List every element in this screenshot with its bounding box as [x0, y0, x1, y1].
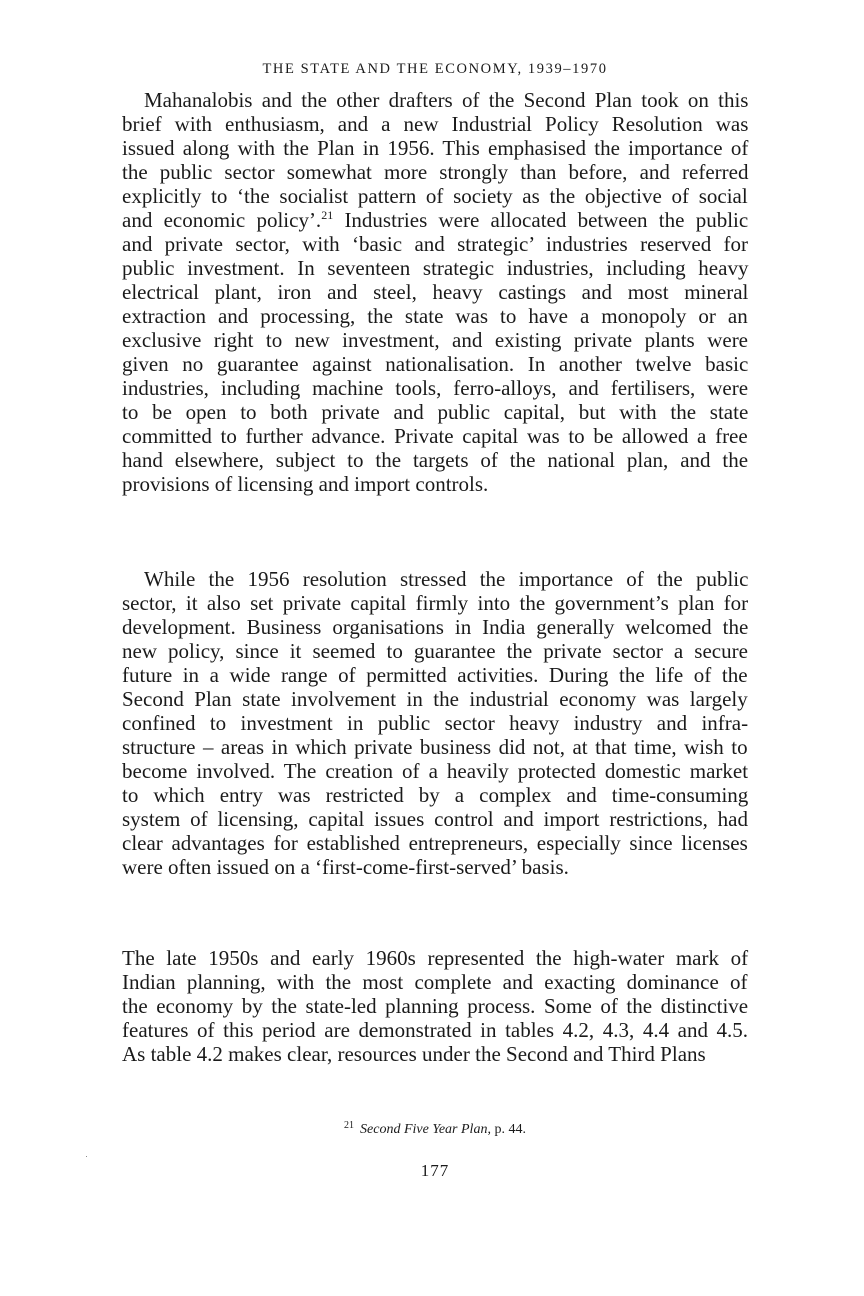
text-line-content: sector, it also set private capital firmly into the government’s plan for [122, 591, 749, 615]
running-head: THE STATE AND THE ECONOMY, 1939–1970 [262, 61, 608, 77]
footnote-reference[interactable]: 21 [321, 208, 334, 222]
text-line [122, 352, 748, 376]
text-line-content: Indian planning, with the most complete and exacting dominance of [122, 970, 748, 994]
paragraph-3 [122, 946, 748, 1066]
text-line-content: become involved. The creation of a heavily protected domestic market [122, 759, 749, 783]
text-line [122, 735, 748, 759]
text-line-content: and private sector, with ‘basic and strategic’ industries reserved for [122, 232, 749, 256]
text-line-content: clear advantages for established entrepreneurs, especially since licenses [122, 831, 748, 855]
text-line-content: the public sector somewhat more strongly than before, and referred [122, 160, 749, 184]
footnote-title: Second Five Year Plan [360, 1122, 488, 1137]
text-line [122, 184, 748, 208]
text-line [122, 280, 748, 304]
text-line-content: to which entry was restricted by a complex and time-consuming [122, 783, 749, 807]
scan-speck [86, 1156, 87, 1157]
text-line-content: given no guarantee against nationalisation. In another twelve basic [122, 352, 749, 376]
footnote-citation: , p. 44. [487, 1122, 526, 1137]
text-line [122, 970, 748, 994]
text-line-content: electrical plant, iron and steel, heavy castings and most mineral [122, 280, 749, 304]
text-line-content: to be open to both private and public capital, but with the state [122, 400, 749, 424]
text-line-content: explicitly to ‘the socialist pattern of society as the objective of social [122, 184, 748, 208]
text-line-content: public investment. In seventeen strategic industries, including heavy [122, 256, 749, 280]
text-line-content: structure – areas in which private business did not, at that time, wish to [122, 735, 748, 759]
text-line-content: industries, including machine tools, ferro-alloys, and fertilisers, were [122, 376, 749, 400]
text-line-continuation: Industries were allocated between the public [333, 208, 749, 232]
text-line-content: Mahanalobis and the other drafters of the Second Plan took on this [144, 88, 749, 112]
text-line-content: issued along with the Plan in 1956. This emphasised the importance of [122, 136, 749, 160]
text-line [122, 687, 748, 711]
page-number: 177 [420, 1161, 450, 1180]
text-line [122, 1042, 748, 1066]
text-line [122, 400, 748, 424]
text-line [122, 88, 748, 112]
text-line [122, 831, 748, 855]
text-line-content: development. Business organisations in India generally welcomed the [122, 615, 749, 639]
text-line-content: provisions of licensing and import controls. [122, 472, 489, 496]
text-line-content: exclusive right to new investment, and existing private plants were [122, 328, 749, 352]
text-line [122, 1018, 748, 1042]
text-line-content: As table 4.2 makes clear, resources under the Second and Third Plans [122, 1042, 706, 1066]
text-line-content: hand elsewhere, subject to the targets of the national plan, and the [122, 448, 749, 472]
text-line-content: extraction and processing, the state was to have a monopoly or an [122, 304, 748, 328]
text-line [122, 639, 748, 663]
text-line-content: the economy by the state-led planning process. Some of the distinctive [122, 994, 749, 1018]
text-line [122, 376, 748, 400]
text-line-content: brief with enthusiasm, and a new Industrial Policy Resolution was [122, 112, 749, 136]
text-line [122, 591, 748, 615]
text-line [122, 256, 748, 280]
text-line [122, 994, 748, 1018]
text-line [122, 946, 748, 970]
text-line [122, 304, 748, 328]
text-line [122, 136, 748, 160]
text-line [122, 328, 748, 352]
text-line [122, 663, 748, 687]
text-line-content: Second Plan state involvement in the industrial economy was largely [122, 687, 748, 711]
text-line [122, 160, 748, 184]
text-line [122, 711, 748, 735]
footnote-number: 21 [344, 1120, 355, 1131]
text-line [122, 112, 748, 136]
text-line [122, 855, 748, 879]
text-line [122, 567, 748, 591]
text-line-content: future in a wide range of permitted activities. During the life of the [122, 663, 748, 687]
text-line [122, 424, 748, 448]
text-line [122, 759, 748, 783]
text-line [122, 807, 748, 831]
text-line-content: and economic policy’. [122, 208, 322, 232]
text-line-content: system of licensing, capital issues control and import restrictions, had [122, 807, 749, 831]
text-line [122, 615, 748, 639]
paragraph-2 [122, 567, 748, 879]
text-line [122, 783, 748, 807]
text-line-content: new policy, since it seemed to guarantee the private sector a secure [122, 639, 748, 663]
text-line [122, 232, 748, 256]
text-line-content: While the 1956 resolution stressed the importance of the public [144, 567, 749, 591]
text-line-content: were often issued on a ‘first-come-first-served’ basis. [122, 855, 569, 879]
text-line [122, 208, 748, 232]
text-line-content: confined to investment in public sector heavy industry and infra- [122, 711, 749, 735]
text-line-content: features of this period are demonstrated in tables 4.2, 4.3, 4.4 and 4.5. [122, 1018, 749, 1042]
paragraph-1 [122, 88, 748, 496]
text-line-content: The late 1950s and early 1960s represented the high-water mark of [122, 946, 749, 970]
text-line [122, 448, 748, 472]
footnote [122, 1117, 748, 1139]
text-line-content: committed to further advance. Private capital was to be allowed a free [122, 424, 748, 448]
text-line [122, 472, 748, 496]
